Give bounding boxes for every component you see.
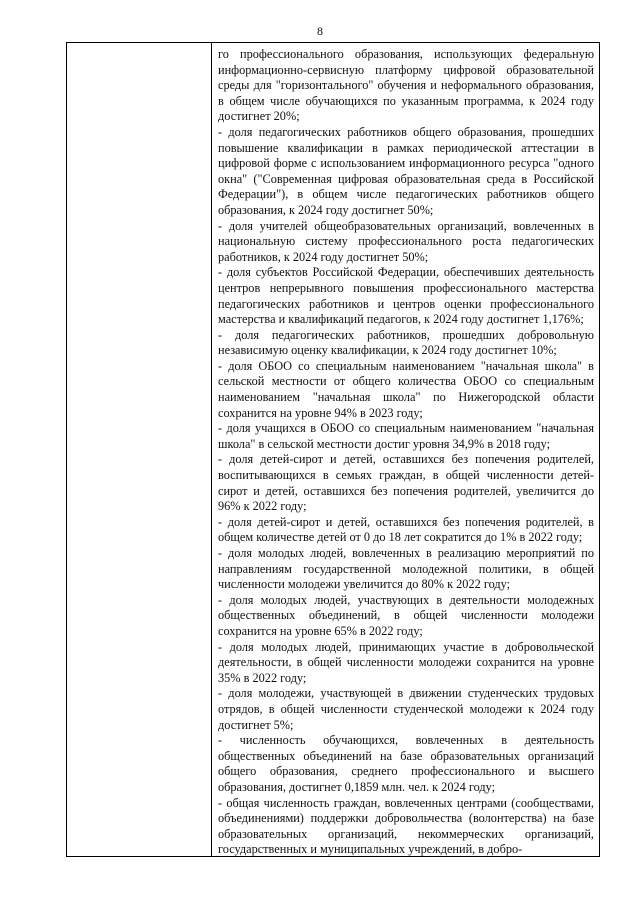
table-paragraph: - доля молодых людей, принимающих участие в добровольческой деятельности, в общей численности молодежи сохранится на уровне 35% в 2022 году; [218, 639, 594, 685]
table-paragraph: - доля детей-сирот и детей, оставшихся без попечения родителей, воспитывающихся в семьях граждан, в общей численности детей-сирот и детей, оставшихся без попечения родителей, увеличится до 96% к 2022 году; [218, 452, 594, 514]
content-table [66, 42, 600, 857]
table-paragraph: - доля молодых людей, участвующих в деятельности молодежных общественных объединений, в общей численности молодежи сохранится на уровне 65% в 2022 году; [218, 592, 594, 638]
table-paragraph: - доля педагогических работников, прошедших добровольную независимую оценку квалификации, к 2024 году достигнет 10%; [218, 327, 594, 358]
table-paragraph: - численность обучающихся, вовлеченных в деятельность общественных объединений на базе образовательных организаций общего образования, среднего профессионального и высшего образования, достигнет 0,1859 млн. чел. к 2024 году; [218, 733, 594, 794]
table-paragraph: го профессионального образования, использующих федеральную информационно-сервисную платформу цифровой образовательной среды для "горизонтального" обучения и неформального образования, в общем числе обучающихся по указанным программа, к 2024 году достигнет 20%; [218, 47, 594, 124]
table-right-cell [212, 43, 599, 856]
page-number: 8 [317, 24, 323, 38]
table-paragraph: - общая численность граждан, вовлеченных центрами (сообществами, объединениями) поддержки добровольчества (волонтерства) на базе образовательных организаций, некоммерческих организаций, государственных и муниципальных учреждений, в добро- [218, 795, 594, 856]
table-paragraph: - доля субъектов Российской Федерации, обеспечивших деятельность центров непрерывного повышения профессионального мастерства педагогических работников и центров оценки профессионального мастерства и квалификаций педагогов, к 2024 году достигнет 1,176%; [218, 265, 594, 327]
table-paragraph: - доля ОБОО со специальным наименованием "начальная школа" в сельской местности от общего количества ОБОО со специальным наименованием "начальная школа" по Нижегородской области сохранится на уровне 94% в 2023 году; [218, 358, 594, 420]
table-left-cell [67, 43, 212, 856]
table-paragraph: - доля учителей общеобразовательных организаций, вовлеченных в национальную систему профессионального роста педагогических работников, к 2024 году достигнет 50%; [218, 218, 594, 264]
table-paragraph: - доля молодежи, участвующей в движении студенческих трудовых отрядов, в общей численности студенческой молодежи к 2024 году достигнет 5%; [218, 686, 594, 732]
table-paragraph: - доля молодых людей, вовлеченных в реализацию мероприятий по направлениям государственной молодежной политики, в общей численности молодежи увеличится до 80% к 2022 году; [218, 546, 594, 592]
table-paragraph: - доля учащихся в ОБОО со специальным наименованием "начальная школа" в сельской местности достиг уровня 34,9% в 2018 году; [218, 421, 594, 451]
table-paragraph: - доля педагогических работников общего образования, прошедших повышение квалификации в рамках периодической аттестации в цифровой форме с использованием информационного ресурса "одного окна" ("Современная цифровая образовательная среда в Российской Федерации"), в общем числе педагогических работников общего образования, к 2024 году достигнет 50%; [218, 124, 594, 217]
table-paragraph: - доля детей-сирот и детей, оставшихся без попечения родителей, в общем количестве детей от 0 до 18 лет сократится до 1% в 2022 году; [218, 514, 594, 545]
